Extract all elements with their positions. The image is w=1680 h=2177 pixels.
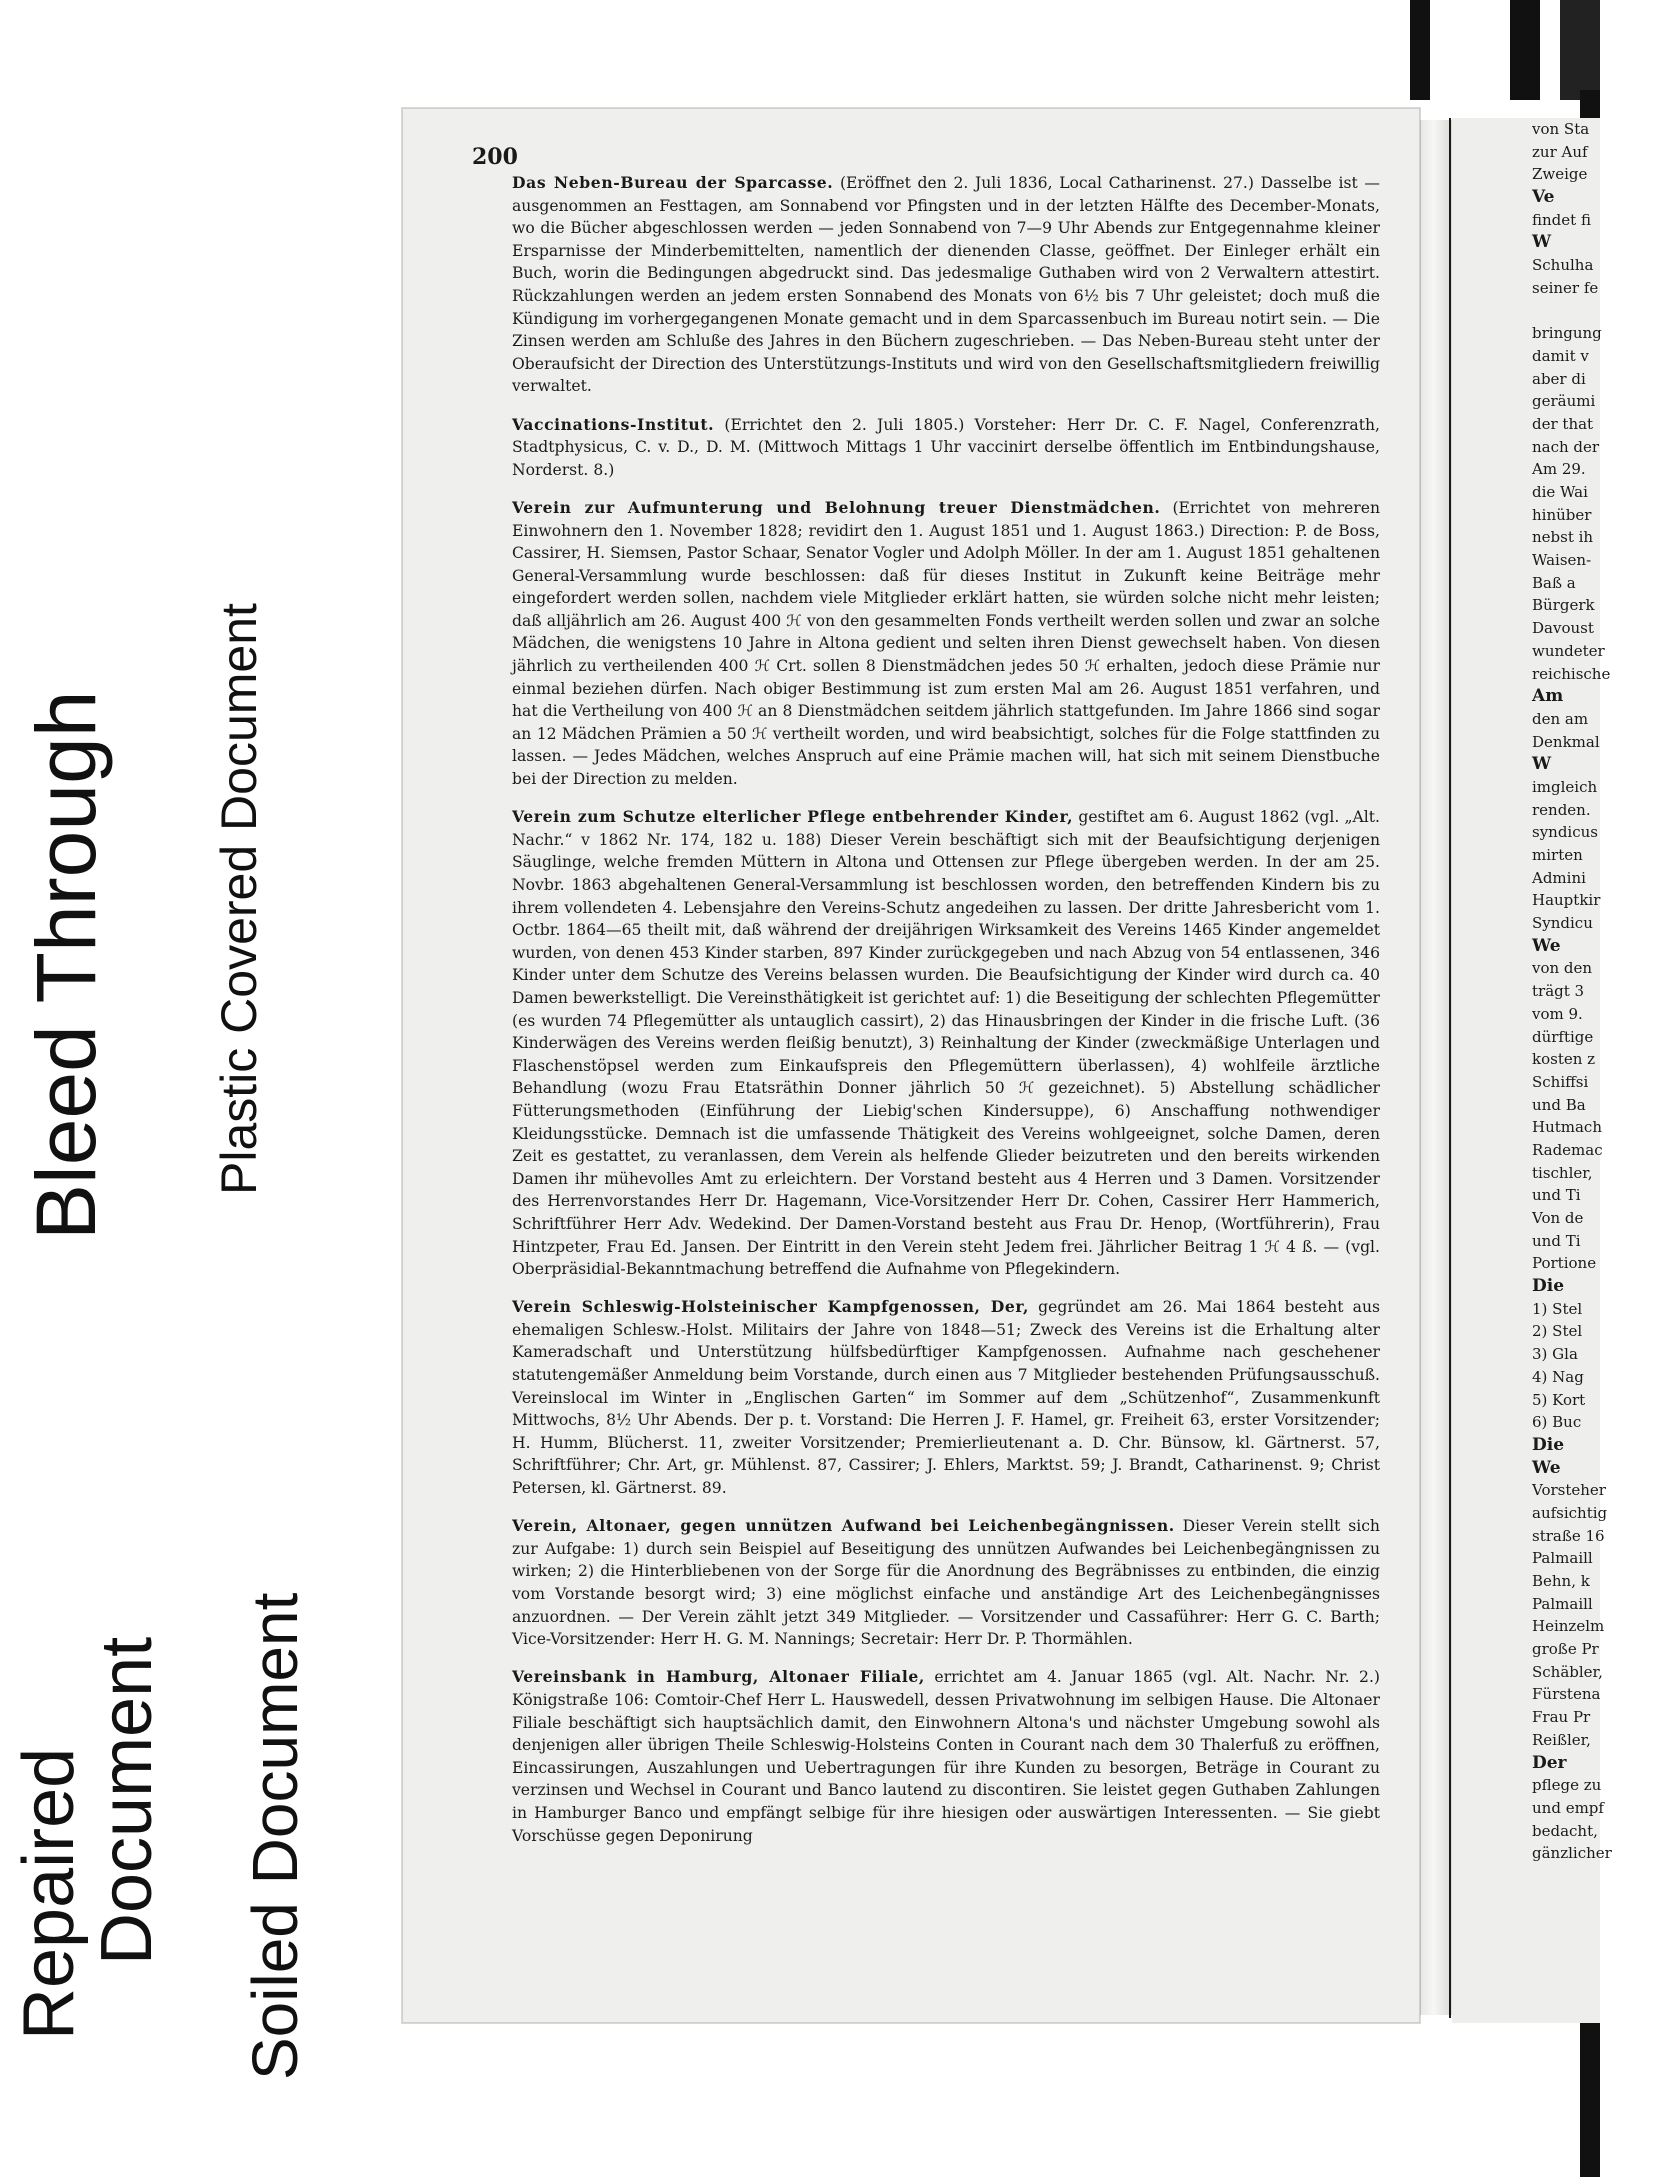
entry-leichenbegaengnisse bbox=[512, 1515, 1380, 1651]
entry-heading: Verein zum Schutze elterlicher Pflege entbehrender Kinder, bbox=[512, 807, 1074, 827]
entry-heading: Vereinsbank in Hamburg, Altonaer Filiale, bbox=[512, 1667, 925, 1687]
adjacent-line: Von de bbox=[1532, 1209, 1584, 1227]
entry-text: gestiftet am 6. August 1862 (vgl. „Alt. Nachr.“ v 1862 Nr. 174, 182 u. 188) Dieser Verein beschäftigt sich mit der Beaufsichtigung derjenigen Säuglinge, welche fremden Müttern in Altona und Ottensen zur Pflege übergeben werden. In der am 25. Novbr. 1863 abgehaltenen General-Versammlung ist beschlossen worden, den betreffenden Kindern bis zu ihrem vollendeten 4. Lebensjahre den Vereins-Schutz angedeihen zu lassen. Der dritte Jahresbericht vom 1. Octbr. 1864—65 theilt mit, daß während der dreijährigen Wirksamkeit des Vereins 1465 Kinder angemeldet wurden, von denen 453 Kinder starben, 897 Kinder zurückgegeben und nach Abzug von 54 entlassenen, 346 Kinder unter dem Schutze des Vereins belassen wurden. Die Beaufsichtigung der Kinder wird durch ca. 40 Damen bewerkstelligt. Die Vereinsthätigkeit ist gerichtet auf: 1) die Beseitigung der schlechten Pflegemütter (es wurden 74 Pflegemütter als untauglich cassirt), 2) das Hinausbringen der Kinder in die frische Luft. (36 Kinderwägen des Vereins werden fleißig benutzt), 3) Reinhaltung der Kinder (zweckmäßige Unterlagen und Flaschenstöpsel werden zum Einkaufspreis den Pflegemüttern überlassen), 4) wohlfeile ärztliche Behandlung (wozu Frau Etatsräthin Donner jährlich 50 ℋ gezeichnet). 5) Abstellung schädlicher Fütterungsmethoden (Einführung der Liebig'schen Kindersuppe), 6) Anschaffung nothwendiger Kleidungsstücke. Demnach ist die umfassende Thätigkeit des Vereins wohlgeeignet, solche Damen, deren Zeit es gestattet, zu veranlassen, dem Verein als helfende Glieder beizutreten und den bereits wirkenden Damen ihr mühevolles Amt zu erleichtern. Der Vorstand besteht aus 4 Herren und 3 Damen. Vorsitzender des Herrenvorstandes Herr Dr. Hagemann, Vice-Vorsitzender Herr Dr. Cohen, Cassirer Herr Hammerich, Schriftführer Herr Adv. Wedekind. Der Damen-Vorstand besteht aus Frau Dr. Henop, (Wortführerin), Frau Hintzpeter, Frau Ed. Jansen. Der Eintritt in den Verein steht Jedem frei. Jährlicher Beitrag 1 ℋ 4 ß. — (vgl. Oberpräsidial-Bekanntmachung betreffend die Aufnahme von Pflegekindern. bbox=[512, 808, 1380, 1279]
adjacent-line: pflege zu bbox=[1532, 1776, 1602, 1795]
adjacent-line: nebst ih bbox=[1532, 528, 1594, 547]
adjacent-line: Baß a bbox=[1532, 573, 1576, 592]
adjacent-line: 5) Kort bbox=[1532, 1390, 1586, 1409]
adjacent-line: Frau Pr bbox=[1532, 1708, 1591, 1727]
adjacent-line: große Pr bbox=[1532, 1640, 1599, 1659]
adjacent-line: Am bbox=[1532, 686, 1564, 707]
adjacent-line: und empf bbox=[1532, 1798, 1604, 1817]
adjacent-line: nach der bbox=[1532, 437, 1600, 456]
adjacent-line: Ve bbox=[1532, 187, 1555, 208]
adjacent-line: Hutmach bbox=[1532, 1118, 1602, 1137]
adjacent-line: den am bbox=[1532, 709, 1589, 728]
adjacent-line: renden. bbox=[1532, 800, 1591, 819]
adjacent-line: findet fi bbox=[1532, 210, 1591, 229]
adjacent-line: Die bbox=[1532, 1276, 1565, 1297]
adjacent-line: straße 16 bbox=[1532, 1526, 1605, 1545]
entry-text: gegründet am 26. Mai 1864 besteht aus ehemaligen Schlesw.-Holst. Militairs der Jahre von 1848—51; Zweck des Vereins ist die Erhaltung alter Kameradschaft und Unterstützung hülfsbedürftiger Kampfgenossen. Aufnahme nach geschehener statutengemäßer Anmeldung beim Vorstande, durch einen aus 7 Mitglieder bestehenden Prüfungsausschuß. Vereinslocal im Winter in „Englischen Garten“ im Sommer auf dem „Schützenhof“, Zusammenkunft Mittwochs, 8½ Uhr Abends. Der p. t. Vorstand: Die Herren J. F. Hamel, gr. Freiheit 63, erster Vorsitzender; H. Humm, Blücherst. 11, zweiter Vorsitzender; Premierlieutenant a. D. Chr. Bünsow, kl. Gärtnerst. 57, Schriftführer; Chr. Art, gr. Mühlenst. 87, Cassirer; J. Ehlers, Marktst. 59; J. Brandt, Catharinenst. 9; Christ Petersen, kl. Gärtnerst. 89. bbox=[512, 1298, 1380, 1498]
entry-heading: Vaccinations-Institut. bbox=[512, 414, 715, 434]
page-content bbox=[512, 172, 1380, 1857]
entry-kinderschutz bbox=[512, 806, 1380, 1280]
adjacent-line: wundeter bbox=[1532, 641, 1605, 660]
adjacent-line: die Wai bbox=[1532, 483, 1588, 501]
document-page bbox=[402, 108, 1420, 2023]
adjacent-line: 3) Gla bbox=[1532, 1345, 1578, 1364]
adjacent-line: und Ba bbox=[1532, 1095, 1586, 1114]
adjacent-line: Portione bbox=[1532, 1254, 1597, 1273]
adjacent-line: Zweige bbox=[1532, 165, 1588, 184]
entry-text: (Errichtet von mehreren Einwohnern den 1. November 1828; revidirt den 1. August 1851 und 1. August 1863.) Direction: P. de Boss, Cassirer, H. Siemsen, Pastor Schaar, Senator Vogler und Adolph Möller. In der am 1. August 1851 gehaltenen General-Versammlung wurde beschlossen: daß für dieses Institut in Zukunft keine Beiträge mehr eingefordert werden sollen, nachdem viele Mitglieder erklärt hatten, sie würden solche nicht mehr leisten; daß alljährlich am 26. August 400 ℋ von den gesammelten Fonds vertheilt werden sollen und zwar an solche Mädchen, die wenigstens 10 Jahre in Altona gedient und selten ihren Dienst gewechselt haben. Von diesen jährlich zu vertheilenden 400 ℋ Crt. sollen 8 Dienstmädchen jedes 50 ℋ erhalten, jedoch diese Prämie nur einmal beziehen dürfen. Nach obiger Bestimmung ist zum ersten Mal am 26. August 1851 verfahren, und hat die Vertheilung von 400 ℋ an 8 Dienstmädchen seitdem jährlich stattgefunden. Im Jahre 1866 sind sogar an 12 Mädchen Prämien a 50 ℋ vertheilt worden, und wird beabsichtigt, solches für die Folge stattfinden zu lassen. — Jedes Mädchen, welches Anspruch auf eine Prämie machen will, hat sich mit seinem Dienstbuche bei der Direction zu melden. bbox=[512, 498, 1380, 789]
adjacent-line: Schiffsi bbox=[1532, 1072, 1589, 1091]
adjacent-line: Schulha bbox=[1532, 256, 1594, 275]
entry-text: (Eröffnet den 2. Juli 1836, Local Catharinenst. 27.) Dasselbe ist — ausgenommen an Festtagen, am Sonnabend vor Pfingsten und in der letzten Hälfte des December-Monats, wo die Bücher abgeschlossen werden — jeden Sonnabend von 7—9 Uhr Abends zur Entgegennahme kleiner Ersparnisse der Minderbemittelten, namentlich der dienenden Classe, geöffnet. Der Einleger erhält ein Buch, worin die Bedingungen abgedruckt sind. Das jedesmalige Guthaben wird von 2 Verwaltern attestirt. Rückzahlungen werden an jedem ersten Sonnabend des Monats von 6½ bis 7 Uhr geleistet; doch muß die Kündigung im vorhergegangenen Monate gemacht und in dem Sparcassenbuch im Bureau notirt sein. — Die Zinsen werden am Schluße des Jahres in den Büchern zugeschrieben. — Das Neben-Bureau steht unter der Oberaufsicht der Direction des Unterstützungs-Instituts und wird von den Gesellschaftsmitgliedern freiwillig verwaltet. bbox=[512, 174, 1380, 396]
entry-sparcasse bbox=[512, 172, 1380, 398]
entry-text: errichtet am 4. Januar 1865 (vgl. Alt. Nachr. Nr. 2.) Königstraße 106: Comtoir-Chef Herr L. Hauswedell, dessen Privatwohnung im selbigen Hause. Die Altonaer Filiale beschäftigt sich hauptsächlich damit, den Einwohnern Altona's und nächster Umgebung sowohl als denjenigen aller übrigen Theile Schleswig-Holsteins Conten in Courant nach dem 30 Thalerfuß zu eröffnen, Eincassirungen, Auszahlungen und Uebertragungen für ihre Kunden zu besorgen, Beträge in Courant zu verzinsen und Wechsel in Courant und Banco lautend zu discontiren. Sie leistet gegen Guthaben Zahlungen in Hamburger Banco und empfängt selbige für ihre hiesigen oder auswärtigen Interessenten. — Sie giebt Vorschüsse gegen Deponirung bbox=[512, 1668, 1380, 1845]
adjacent-line: trägt 3 bbox=[1532, 982, 1585, 1001]
adjacent-line: Denkmal bbox=[1532, 732, 1600, 751]
entry-dienstmaedchen bbox=[512, 497, 1380, 791]
spine-fold-line bbox=[1449, 118, 1451, 2018]
adjacent-line: und Ti bbox=[1532, 1186, 1581, 1205]
adjacent-line: Der bbox=[1532, 1752, 1567, 1773]
adjacent-line: aber di bbox=[1532, 369, 1586, 388]
adjacent-page-fragment bbox=[1452, 118, 1612, 2023]
adjacent-line: imgleich bbox=[1532, 777, 1598, 796]
adjacent-line: tischler, bbox=[1532, 1163, 1593, 1182]
adjacent-line: gänzlicher bbox=[1532, 1844, 1612, 1863]
adjacent-line: Davoust bbox=[1532, 619, 1594, 638]
adjacent-line: Reißler, bbox=[1532, 1730, 1591, 1749]
adjacent-line: Behn, k bbox=[1532, 1572, 1590, 1590]
entry-kampfgenossen bbox=[512, 1296, 1380, 1499]
adjacent-line: Palmaill bbox=[1532, 1594, 1593, 1613]
binding-edge-top bbox=[1390, 0, 1600, 100]
adjacent-line: mirten bbox=[1532, 846, 1583, 864]
entry-heading: Das Neben-Bureau der Sparcasse. bbox=[512, 173, 834, 192]
adjacent-line: damit v bbox=[1532, 346, 1589, 365]
adjacent-line: 4) Nag bbox=[1532, 1367, 1584, 1386]
adjacent-line: kosten z bbox=[1532, 1050, 1596, 1069]
entry-text: (Errichtet den 2. Juli 1805.) Vorsteher: Herr Dr. C. F. Nagel, Conferenzrath, Stadtphysicus, C. v. D., D. M. (Mittwoch Mittags 1 Uhr vaccinirt derselbe öffentlich im Entbindungshause, Norderst. 8.) bbox=[512, 415, 1380, 479]
adjacent-line: We bbox=[1532, 935, 1561, 956]
adjacent-line: hinüber bbox=[1532, 505, 1592, 524]
adjacent-line: syndicus bbox=[1532, 823, 1598, 842]
adjacent-line: Syndicu bbox=[1532, 914, 1593, 933]
adjacent-line bbox=[1532, 300, 1680, 323]
adjacent-line: We bbox=[1532, 1457, 1561, 1478]
adjacent-line: geräumi bbox=[1532, 392, 1596, 411]
adjacent-line: Palmaill bbox=[1532, 1549, 1593, 1568]
adjacent-line: und Ti bbox=[1532, 1231, 1581, 1250]
adjacent-line: aufsichtig bbox=[1532, 1503, 1608, 1522]
adjacent-line: der that bbox=[1532, 414, 1594, 433]
adjacent-line: 1) Stel bbox=[1532, 1299, 1583, 1318]
entry-vaccinations bbox=[512, 414, 1380, 482]
adjacent-line: W bbox=[1532, 754, 1552, 775]
adjacent-line: bedacht, bbox=[1532, 1821, 1598, 1840]
adjacent-line: Schäbler, bbox=[1532, 1662, 1603, 1681]
adjacent-line: von Sta bbox=[1532, 120, 1590, 138]
entry-heading: Verein Schleswig-Holsteinischer Kampfgenossen, Der, bbox=[512, 1297, 1030, 1317]
adjacent-line: Die bbox=[1532, 1434, 1565, 1455]
adjacent-line: vom 9. bbox=[1532, 1004, 1583, 1023]
entry-heading: Verein zur Aufmunterung und Belohnung treuer Dienstmädchen. bbox=[512, 497, 1161, 517]
adjacent-line: bringung bbox=[1532, 324, 1602, 343]
entry-text: Dieser Verein stellt sich zur Aufgabe: 1) durch sein Beispiel auf Beseitigung des unnützen Aufwandes bei Leichenbegängnissen zu wirken; 2) die Hinterbliebenen von der Sorge für die Anordnung des Begräbnisses zu entbinden, die einzig vom Vorstande besorgt wird; 3) eine möglichst einfache und anständige Art des Leichenbegängnisses anzuordnen. — Der Verein zählt jetzt 349 Mitglieder. — Vorsitzender und Cassaführer: Herr G. C. Barth; Vice-Vorsitzender: Herr H. G. M. Nannings; Secretair: Herr Dr. P. Thormählen. bbox=[512, 1517, 1380, 1649]
adjacent-line: Hauptkir bbox=[1532, 891, 1601, 910]
adjacent-line: 6) Buc bbox=[1532, 1413, 1582, 1432]
adjacent-line: Fürstena bbox=[1532, 1685, 1601, 1704]
entry-heading: Verein, Altonaer, gegen unnützen Aufwand bei Leichenbegängnissen. bbox=[512, 1516, 1175, 1536]
adjacent-line: Rademac bbox=[1532, 1140, 1603, 1159]
adjacent-line: Admini bbox=[1532, 868, 1586, 887]
page-number: 200 bbox=[472, 144, 518, 170]
adjacent-line: W bbox=[1532, 232, 1552, 253]
bleed-through-label: Bleed Through bbox=[19, 690, 113, 1240]
adjacent-line: zur Auf bbox=[1532, 142, 1588, 161]
repaired-label-line2: Document bbox=[87, 1636, 167, 1965]
adjacent-line: 2) Stel bbox=[1532, 1322, 1583, 1341]
plastic-covered-label: Plastic Covered Document bbox=[211, 603, 267, 1195]
adjacent-line: von den bbox=[1532, 959, 1593, 978]
adjacent-line: Bürgerk bbox=[1532, 596, 1595, 615]
adjacent-line: Am 29. bbox=[1532, 460, 1586, 479]
adjacent-line: dürftige bbox=[1532, 1027, 1594, 1046]
repaired-label-line1: Repaired bbox=[9, 1747, 89, 2040]
adjacent-page-lines bbox=[1532, 118, 1680, 1865]
adjacent-line: seiner fe bbox=[1532, 278, 1599, 297]
adjacent-line: Waisen- bbox=[1532, 551, 1592, 570]
entry-vereinsbank bbox=[512, 1666, 1380, 1847]
adjacent-line: reichische bbox=[1532, 664, 1611, 683]
adjacent-line: Vorsteher bbox=[1532, 1481, 1606, 1500]
adjacent-line: Heinzelm bbox=[1532, 1617, 1605, 1636]
soiled-document-label: Soiled Document bbox=[239, 1592, 311, 2080]
